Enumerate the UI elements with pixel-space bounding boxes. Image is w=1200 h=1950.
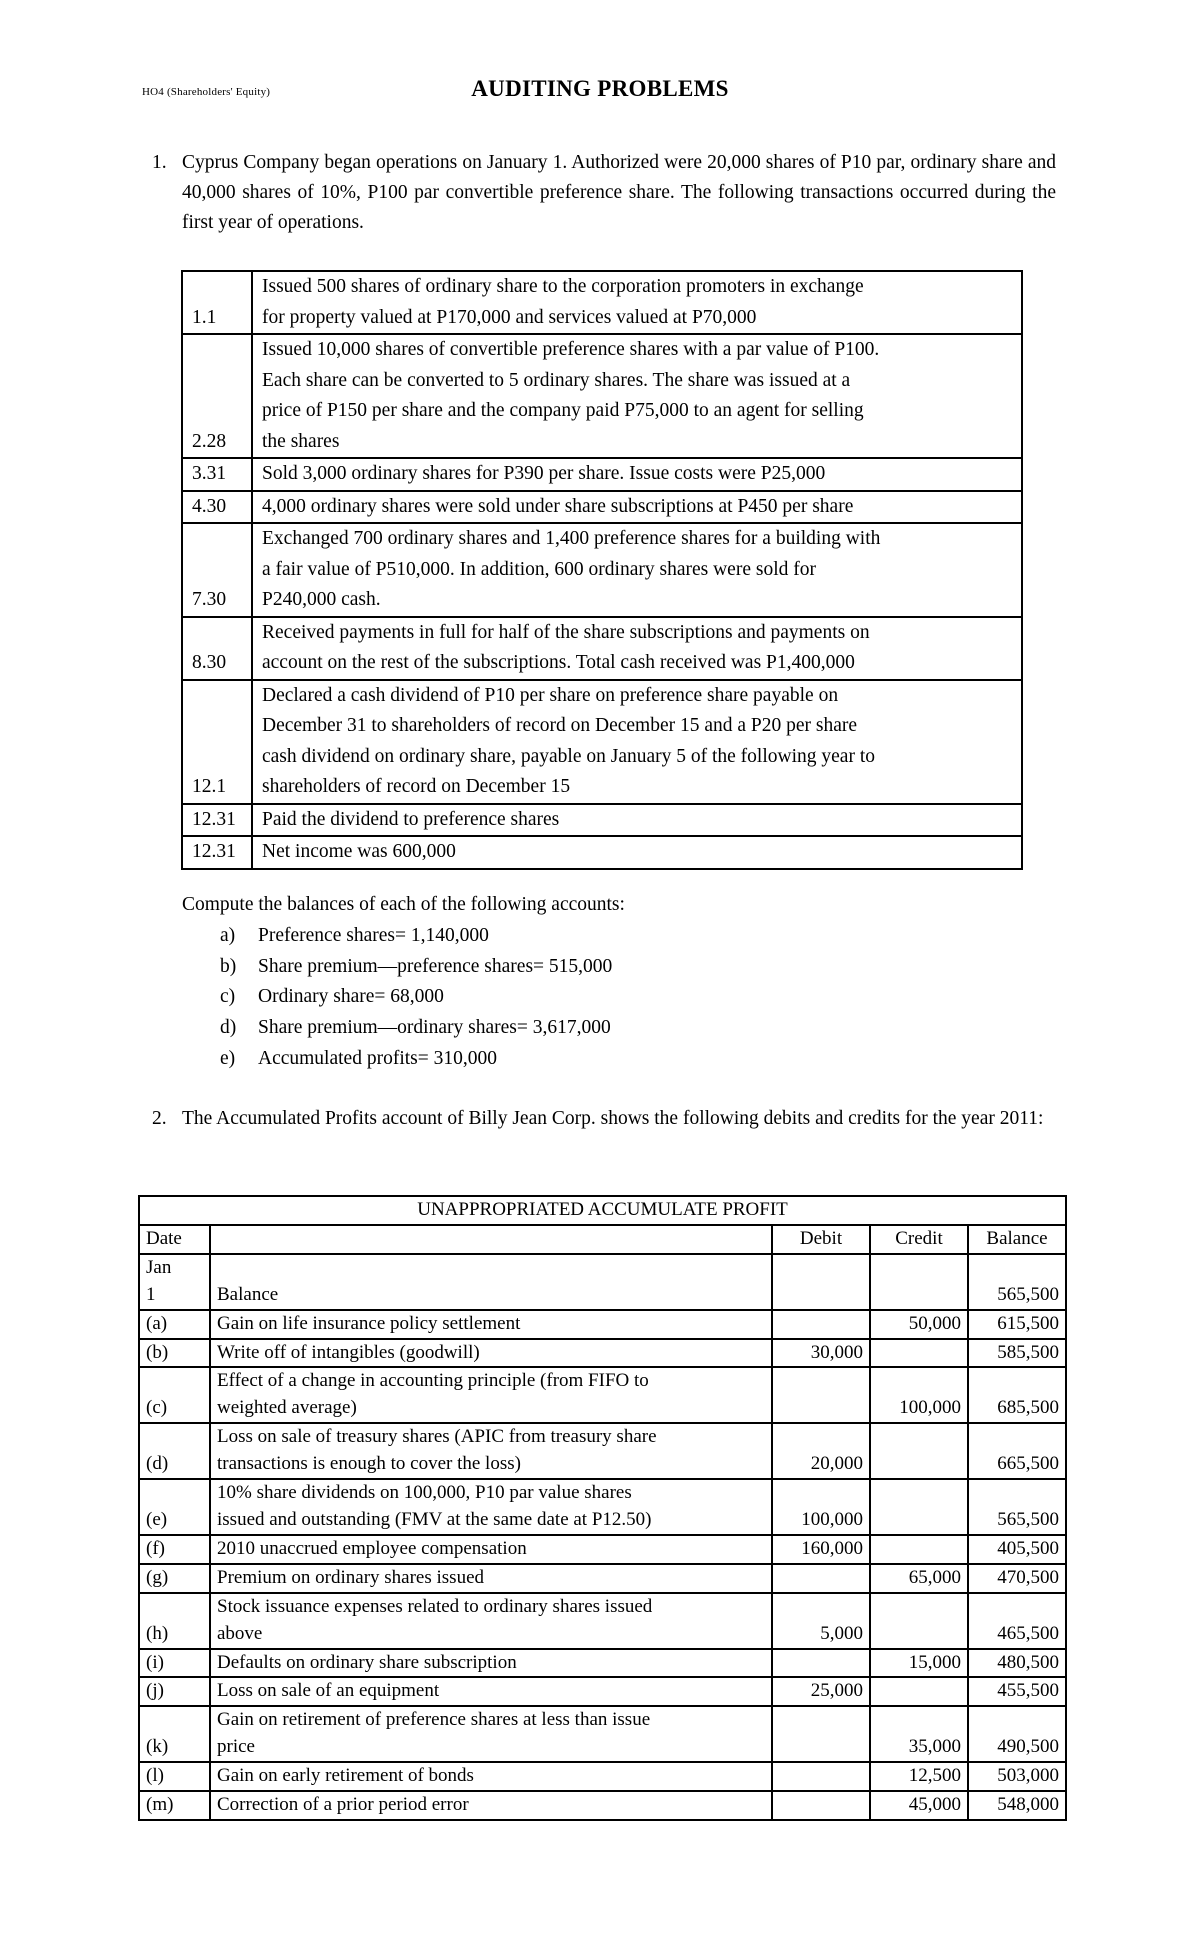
ap-description: [210, 1479, 772, 1535]
transaction-text-line: shareholders of record on December 15: [262, 776, 571, 797]
transaction-date: 8.30: [182, 617, 252, 680]
ap-description: [210, 1762, 772, 1791]
ap-credit: [870, 1479, 968, 1535]
ap-description-line: 10% share dividends on 100,000, P10 par value shares: [217, 1482, 632, 1504]
ap-date: [139, 1564, 210, 1593]
transaction-row: [182, 617, 1022, 680]
ap-balance: 565,500: [968, 1479, 1066, 1535]
ap-date-line: (h): [146, 1622, 169, 1644]
answer-item: [220, 921, 625, 952]
transaction-description: [252, 804, 1022, 837]
ap-balance: 465,500: [968, 1593, 1066, 1649]
answer-item: [220, 952, 625, 983]
ap-date-line: (k): [146, 1736, 169, 1758]
accumulated-profit-table: [138, 1195, 1067, 1821]
ap-description-line: Loss on sale of treasury shares (APIC from treasury share: [217, 1426, 657, 1448]
transaction-date: 4.30: [182, 491, 252, 524]
ap-title-row: [139, 1196, 1066, 1225]
ap-description-line: 2010 unaccrued employee compensation: [217, 1537, 527, 1559]
answer-letter: d): [220, 1017, 237, 1039]
ap-balance: 405,500: [968, 1535, 1066, 1564]
ap-description-line: Gain on life insurance policy settlement: [217, 1312, 521, 1334]
answer-letter: a): [220, 924, 236, 946]
transaction-text-line: Each share can be converted to 5 ordinary shares. The share was issued at a: [262, 369, 851, 391]
ap-row: [139, 1791, 1066, 1820]
ap-description-line: transactions is enough to cover the loss): [217, 1453, 521, 1475]
ap-date: [139, 1762, 210, 1791]
ap-date-line: (l): [146, 1765, 164, 1787]
answer-item: [220, 982, 625, 1013]
ap-date: [139, 1423, 210, 1479]
ap-date: [139, 1254, 210, 1310]
ap-date: [139, 1593, 210, 1649]
transaction-description: [252, 458, 1022, 491]
transaction-row: [182, 836, 1022, 869]
ap-row: [139, 1310, 1066, 1339]
transaction-date: 1.1: [182, 271, 252, 334]
ap-balance: 455,500: [968, 1677, 1066, 1706]
ap-date: [139, 1706, 210, 1762]
transaction-date: 3.31: [182, 458, 252, 491]
ap-header-row: [139, 1225, 1066, 1254]
answer-text: Ordinary share= 68,000: [258, 986, 444, 1008]
ap-credit: 15,000: [870, 1649, 968, 1678]
transaction-text-line: Declared a cash dividend of P10 per share on preference share payable on: [262, 684, 839, 706]
ap-date: [139, 1339, 210, 1368]
ap-date-line: (b): [146, 1341, 169, 1363]
ap-row: [139, 1535, 1066, 1564]
problem-2-text: The Accumulated Profits account of Billy Jean Corp. shows the following debits and credits for the year 2011:: [182, 1108, 1044, 1129]
answer-text: Preference shares= 1,140,000: [258, 924, 489, 946]
ap-date: [139, 1649, 210, 1678]
ap-description-line: Correction of a prior period error: [217, 1794, 469, 1816]
ap-debit: [772, 1367, 870, 1423]
transaction-text-line: cash dividend on ordinary share, payable on January 5 of the following year to: [262, 745, 875, 767]
answer-list: [182, 921, 625, 1075]
ap-debit: 100,000: [772, 1479, 870, 1535]
col-credit-header: Credit: [870, 1225, 968, 1254]
ap-row: [139, 1593, 1066, 1649]
ap-balance: 585,500: [968, 1339, 1066, 1368]
ap-row: [139, 1649, 1066, 1678]
ap-balance: 615,500: [968, 1310, 1066, 1339]
ap-description: [210, 1706, 772, 1762]
col-balance-header: Balance: [968, 1225, 1066, 1254]
ap-description-line: Loss on sale of an equipment: [217, 1680, 440, 1702]
ap-credit: [870, 1593, 968, 1649]
ap-credit: 100,000: [870, 1367, 968, 1423]
ap-debit: [772, 1564, 870, 1593]
answer-letter: b): [220, 955, 237, 977]
transaction-text-line: the shares: [262, 430, 340, 452]
ap-debit: [772, 1254, 870, 1310]
ap-row: [139, 1564, 1066, 1593]
ap-credit: [870, 1535, 968, 1564]
ap-debit: [772, 1649, 870, 1678]
ap-description-line: weighted average): [217, 1397, 357, 1419]
ap-description: [210, 1254, 772, 1310]
transaction-text-line: December 31 to shareholders of record on December 15 and a P20 per share: [262, 715, 858, 736]
ap-balance: 665,500: [968, 1423, 1066, 1479]
ap-credit: [870, 1254, 968, 1310]
ap-row: [139, 1479, 1066, 1535]
ap-balance: 503,000: [968, 1762, 1066, 1791]
ap-debit: 160,000: [772, 1535, 870, 1564]
transaction-date: 7.30: [182, 523, 252, 617]
ap-description: [210, 1791, 772, 1820]
answer-item: [220, 1013, 625, 1044]
ap-description: [210, 1367, 772, 1423]
transaction-text-line: for property valued at P170,000 and services valued at P70,000: [262, 306, 757, 328]
ap-description: [210, 1423, 772, 1479]
ap-date: [139, 1535, 210, 1564]
transaction-date: 12.31: [182, 836, 252, 869]
page-title: AUDITING PROBLEMS: [471, 76, 729, 101]
ap-date: [139, 1677, 210, 1706]
ap-row: [139, 1423, 1066, 1479]
ap-balance: 548,000: [968, 1791, 1066, 1820]
ap-table-title: UNAPPROPRIATED ACCUMULATE PROFIT: [139, 1196, 1066, 1225]
ap-description: [210, 1310, 772, 1339]
problem-2-intro: [152, 1104, 1056, 1134]
transaction-description: [252, 334, 1022, 458]
transaction-description: [252, 680, 1022, 804]
ap-description-line: issued and outstanding (FMV at the same date at P12.50): [217, 1508, 652, 1530]
problem-1-intro: [152, 148, 1056, 238]
transaction-text-line: account on the rest of the subscriptions. Total cash received was P1,400,000: [262, 652, 855, 673]
compute-section: [182, 890, 625, 1075]
transaction-description: [252, 271, 1022, 334]
compute-heading: Compute the balances of each of the following accounts:: [182, 894, 625, 915]
ap-debit: [772, 1762, 870, 1791]
transaction-row: [182, 523, 1022, 617]
ap-date-line: (c): [146, 1397, 168, 1419]
ap-date-line: (d): [146, 1453, 169, 1475]
answer-text: Accumulated profits= 310,000: [258, 1047, 497, 1069]
transaction-text-line: Net income was 600,000: [262, 841, 456, 862]
ap-description-line: Balance: [217, 1283, 279, 1305]
problem-1-text: Cyprus Company began operations on January 1. Authorized were 20,000 shares of P10 par, ordinary share and 40,000 shares of 10%, P100 par convertible preference share. The following transactions occurred during the first year of operations.: [182, 152, 1056, 233]
ap-description-line: Premium on ordinary shares issued: [217, 1566, 485, 1588]
ap-row: [139, 1339, 1066, 1368]
ap-date-line: (a): [146, 1312, 168, 1334]
ap-description-line: price: [217, 1736, 255, 1758]
transaction-text-line: P240,000 cash.: [262, 589, 381, 610]
ap-date-line: (j): [146, 1680, 164, 1702]
col-date-header: Date: [139, 1225, 210, 1254]
ap-debit: 20,000: [772, 1423, 870, 1479]
transaction-text-line: price of P150 per share and the company paid P75,000 to an agent for selling: [262, 400, 864, 421]
ap-date: [139, 1310, 210, 1339]
ap-description: [210, 1677, 772, 1706]
ap-debit: 25,000: [772, 1677, 870, 1706]
ap-description-line: Gain on early retirement of bonds: [217, 1765, 474, 1787]
ap-credit: 65,000: [870, 1564, 968, 1593]
transaction-row: [182, 491, 1022, 524]
transaction-text-line: Sold 3,000 ordinary shares for P390 per share. Issue costs were P25,000: [262, 463, 826, 484]
ap-balance: 490,500: [968, 1706, 1066, 1762]
transaction-text-line: Exchanged 700 ordinary shares and 1,400 preference shares for a building with: [262, 528, 881, 549]
transaction-date: 2.28: [182, 334, 252, 458]
ap-date: [139, 1791, 210, 1820]
ap-description: [210, 1535, 772, 1564]
ap-row: [139, 1677, 1066, 1706]
transaction-row: [182, 271, 1022, 334]
ap-description: [210, 1339, 772, 1368]
ap-debit: [772, 1706, 870, 1762]
col-description-header: [210, 1225, 772, 1254]
ap-description: [210, 1593, 772, 1649]
ap-credit: [870, 1677, 968, 1706]
ap-credit: [870, 1339, 968, 1368]
transaction-description: [252, 491, 1022, 524]
col-debit-header: Debit: [772, 1225, 870, 1254]
transaction-date: 12.1: [182, 680, 252, 804]
ap-credit: 12,500: [870, 1762, 968, 1791]
ap-balance: 480,500: [968, 1649, 1066, 1678]
ap-credit: 50,000: [870, 1310, 968, 1339]
ap-row: [139, 1254, 1066, 1310]
ap-debit: [772, 1310, 870, 1339]
ap-date: [139, 1367, 210, 1423]
answer-letter: c): [220, 986, 236, 1008]
transaction-text-line: 4,000 ordinary shares were sold under share subscriptions at P450 per share: [262, 495, 854, 517]
transaction-text-line: a fair value of P510,000. In addition, 600 ordinary shares were sold for: [262, 558, 816, 580]
ap-row: [139, 1762, 1066, 1791]
transaction-text-line: Issued 500 shares of ordinary share to the corporation promoters in exchange: [262, 276, 864, 297]
ap-row: [139, 1706, 1066, 1762]
transaction-row: [182, 680, 1022, 804]
ap-date-line: 1: [146, 1283, 156, 1305]
ap-description: [210, 1564, 772, 1593]
ap-description-line: Stock issuance expenses related to ordinary shares issued: [217, 1595, 653, 1617]
ap-date: [139, 1479, 210, 1535]
transaction-description: [252, 836, 1022, 869]
ap-credit: 35,000: [870, 1706, 968, 1762]
answer-item: [220, 1044, 625, 1075]
handout-tag: HO4 (Shareholders' Equity): [142, 86, 271, 98]
ap-debit: [772, 1791, 870, 1820]
ap-credit: 45,000: [870, 1791, 968, 1820]
problem-2-number: 2.: [152, 1108, 167, 1129]
ap-balance: 685,500: [968, 1367, 1066, 1423]
ap-credit: [870, 1423, 968, 1479]
transaction-row: [182, 334, 1022, 458]
ap-date-line: (g): [146, 1566, 169, 1588]
ap-date-line: Jan: [146, 1256, 172, 1278]
transaction-row: [182, 804, 1022, 837]
ap-description-line: Write off of intangibles (goodwill): [217, 1341, 480, 1363]
ap-debit: 5,000: [772, 1593, 870, 1649]
transaction-description: [252, 617, 1022, 680]
ap-date-line: (f): [146, 1537, 165, 1559]
transaction-row: [182, 458, 1022, 491]
answer-text: Share premium—ordinary shares= 3,617,000: [258, 1017, 611, 1039]
ap-description: [210, 1649, 772, 1678]
transaction-text-line: Received payments in full for half of the share subscriptions and payments on: [262, 621, 870, 643]
ap-date-line: (i): [146, 1651, 164, 1673]
ap-description-line: Defaults on ordinary share subscription: [217, 1651, 517, 1673]
problem-1-number: 1.: [152, 152, 167, 173]
ap-date-line: (e): [146, 1508, 168, 1530]
transaction-description: [252, 523, 1022, 617]
ap-description-line: Gain on retirement of preference shares at less than issue: [217, 1709, 651, 1731]
ap-debit: 30,000: [772, 1339, 870, 1368]
transaction-date: 12.31: [182, 804, 252, 837]
ap-balance: 470,500: [968, 1564, 1066, 1593]
answer-letter: e): [220, 1047, 236, 1069]
transactions-table: [181, 270, 1023, 870]
transaction-text-line: Issued 10,000 shares of convertible preference shares with a par value of P100.: [262, 339, 880, 360]
ap-description-line: above: [217, 1622, 263, 1644]
transaction-text-line: Paid the dividend to preference shares: [262, 808, 560, 830]
ap-description-line: Effect of a change in accounting principle (from FIFO to: [217, 1370, 649, 1392]
ap-row: [139, 1367, 1066, 1423]
answer-text: Share premium—preference shares= 515,000: [258, 955, 613, 977]
ap-date-line: (m): [146, 1794, 174, 1816]
ap-balance: 565,500: [968, 1254, 1066, 1310]
